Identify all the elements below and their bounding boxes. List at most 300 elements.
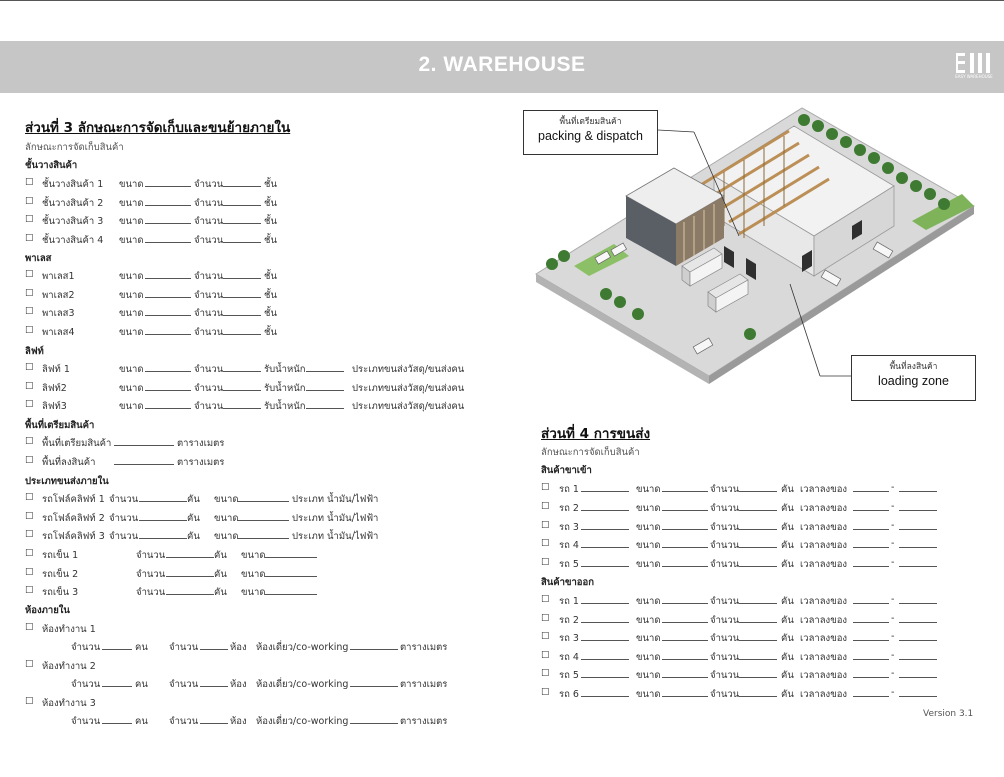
room-type-label: ห้องเดี่ยว/co-working [256,679,349,690]
qty-label: จำนวน [710,614,740,626]
qty-label: จำนวน [194,382,224,394]
blank-line[interactable] [662,668,708,678]
blank-line[interactable] [139,529,187,539]
time-label: เวลาลงของ [800,614,848,626]
blank-line[interactable] [237,529,289,539]
unit-label: ชั้น [264,289,277,301]
size-label: ขนาด [119,216,144,227]
time-label: เวลาลงของ [800,651,848,663]
checkbox-icon[interactable]: ☐ [25,454,34,466]
type-label: ประเภท น้ำมัน/ไฟฟ้า [292,494,379,505]
dash-label: - [891,668,895,679]
area-unit-label: ตารางเมตร [177,438,225,449]
qty-label: จำนวน [194,179,224,190]
blank-line[interactable] [662,501,708,511]
checkbox-icon[interactable]: ☐ [25,362,34,373]
blank-line[interactable] [662,613,708,623]
blank-line[interactable] [739,538,777,548]
blank-line[interactable] [853,501,889,511]
blank-line[interactable] [145,214,191,224]
checkbox-icon[interactable]: ☐ [25,436,34,447]
qty-label: จำนวน [194,308,224,319]
blank-line[interactable] [223,362,261,372]
top-rule [0,0,1004,1]
checkbox-icon[interactable]: ☐ [25,380,34,392]
section4-title: ส่วนที่ 4 การขนส่ง [541,426,651,442]
qty-label: จำนวน [710,633,740,644]
unit-label: คัน [781,484,794,495]
area-unit-label: ตารางเมตร [177,456,225,468]
unit-label: ชั้น [264,308,277,319]
blank-line[interactable] [145,233,191,243]
dash-label: - [891,519,895,531]
logo-mark-icon [956,53,992,73]
header-banner [0,41,1004,93]
blank-line[interactable] [853,668,889,678]
lift-label: ลิฟท์2 [42,382,67,394]
blank-line[interactable] [899,594,937,604]
checkbox-icon[interactable]: ☐ [25,529,34,540]
unit-label: คัน [781,521,794,533]
blank-line[interactable] [200,677,228,687]
unit-label: คัน [781,559,794,571]
cart-label: รถเข็น 2 [42,568,79,580]
blank-line[interactable] [739,557,777,567]
checkbox-icon[interactable]: ☐ [541,668,550,679]
dash-label: - [891,631,895,642]
qty-label: จำนวน [194,364,224,375]
dash-label: - [891,649,895,661]
blank-line[interactable] [223,399,261,409]
unit-label: ชั้น [264,179,277,190]
vehicle-label: รถ 4 [559,540,579,552]
qty-label: จำนวน [169,716,199,727]
size-label: ขนาด [214,494,239,505]
dash-label: - [891,686,895,698]
blank-line[interactable] [899,557,937,567]
blank-line[interactable] [662,650,708,660]
lifts-heading: ลิฟท์ [25,346,44,357]
brand-logo [954,53,994,81]
blank-line[interactable] [265,548,317,558]
qty-label: จำนวน [710,559,740,571]
loading-callout-english: loading zone [878,374,949,388]
blank-line[interactable] [662,594,708,604]
checkbox-icon[interactable]: ☐ [25,622,34,633]
blank-line[interactable] [581,482,629,492]
qty-label: จำนวน [710,502,740,514]
loading-callout [851,355,976,401]
blank-line[interactable] [899,631,937,641]
qty-label: จำนวน [194,326,224,338]
blank-line[interactable] [581,613,629,623]
blank-line[interactable] [114,436,174,446]
blank-line[interactable] [899,482,937,492]
qty-label: จำนวน [109,512,139,524]
blank-line[interactable] [166,548,214,558]
checkbox-icon[interactable]: ☐ [25,195,34,207]
blank-line[interactable] [223,381,261,391]
blank-line[interactable] [223,233,261,243]
blank-line[interactable] [739,501,777,511]
checkbox-icon[interactable]: ☐ [541,594,550,605]
blank-line[interactable] [350,640,398,650]
room-unit-label: ห้อง [230,716,247,727]
blank-line[interactable] [223,306,261,316]
blank-line[interactable] [581,520,629,530]
blank-line[interactable] [581,631,629,641]
qty-label: จำนวน [194,197,224,209]
size-label: ขนาด [636,559,661,571]
qty-label: จำนวน [136,587,166,598]
person-unit-label: คน [135,716,148,727]
unit-label: คัน [781,614,794,626]
unit-label: คัน [214,568,227,580]
size-label: ขนาด [636,688,661,700]
forklift-label: รถโฟล์คลิฟท์ 3 [42,531,105,542]
blank-line[interactable] [145,381,191,391]
area-unit-label: ตารางเมตร [400,716,448,727]
area-unit-label: ตารางเมตร [400,642,448,653]
load-label: รับน้ำหนัก [264,382,306,394]
size-label: ขนาด [119,382,144,394]
shelves-heading: ชั้นวางสินค้า [25,160,78,171]
time-label: เวลาลงของ [800,559,848,571]
type-label: ประเภทขนส่งวัสดุ/ขนส่งคน [352,364,465,375]
blank-line[interactable] [350,714,398,724]
checkbox-icon[interactable]: ☐ [541,557,550,569]
blank-line[interactable] [739,482,777,492]
blank-line[interactable] [581,594,629,604]
blank-line[interactable] [662,687,708,697]
blank-line[interactable] [853,613,889,623]
size-label: ขนาด [119,289,144,301]
blank-line[interactable] [223,269,261,279]
blank-line[interactable] [739,687,777,697]
size-label: ขนาด [119,234,144,246]
checkbox-icon[interactable]: ☐ [25,696,34,707]
checkbox-icon[interactable]: ☐ [541,538,550,550]
blank-line[interactable] [662,538,708,548]
blank-line[interactable] [350,677,398,687]
checkbox-icon[interactable]: ☐ [541,519,550,531]
dash-label: - [891,612,895,624]
blank-line[interactable] [739,668,777,678]
blank-line[interactable] [899,668,937,678]
checkbox-icon[interactable]: ☐ [541,686,550,698]
unit-label: ชั้น [264,234,277,246]
qty-label: จำนวน [710,670,740,681]
type-label: ประเภท น้ำมัน/ไฟฟ้า [292,531,379,542]
qty-label: จำนวน [710,521,740,533]
checkbox-icon[interactable]: ☐ [25,659,34,670]
prep-area-label: พื้นที่เตรียมสินค้า [42,438,112,449]
section4-subtitle: ลักษณะการจัดเก็บสินค้า [541,447,640,458]
blank-line[interactable] [223,288,261,298]
rooms-heading: ห้องภายใน [25,605,70,616]
blank-line[interactable] [899,501,937,511]
checkbox-icon[interactable]: ☐ [25,566,34,578]
room-label: ห้องทำงาน 1 [42,624,96,635]
dash-label: - [891,538,895,550]
blank-line[interactable] [739,650,777,660]
vehicle-label: รถ 1 [559,484,579,495]
size-label: ขนาด [636,596,661,607]
qty-label: จำนวน [710,688,740,700]
checkbox-icon[interactable]: ☐ [25,510,34,522]
size-label: ขนาด [636,670,661,681]
forklift-label: รถโฟล์คลิฟท์ 1 [42,494,105,505]
checkbox-icon[interactable]: ☐ [25,492,34,503]
vehicle-label: รถ 3 [559,521,579,533]
qty-label: จำนวน [710,596,740,607]
unit-label: ชั้น [264,326,277,338]
pallets-heading: พาเลส [25,253,52,264]
unit-label: ชั้น [264,197,277,209]
size-label: ขนาด [241,550,266,561]
blank-line[interactable] [581,538,629,548]
blank-line[interactable] [899,613,937,623]
room-label: ห้องทำงาน 3 [42,698,96,709]
blank-line[interactable] [223,325,261,335]
blank-line[interactable] [739,631,777,641]
shelf-label: ชั้นวางสินค้า 1 [42,179,104,190]
unit-label: คัน [187,531,200,542]
blank-line[interactable] [139,511,187,521]
blank-line[interactable] [114,455,174,465]
blank-line[interactable] [899,687,937,697]
checkbox-icon[interactable]: ☐ [541,482,550,493]
blank-line[interactable] [662,482,708,492]
internal-transport-heading: ประเภทขนส่งภายใน [25,476,109,487]
shelf-label: ชั้นวางสินค้า 4 [42,234,104,246]
blank-line[interactable] [237,492,289,502]
blank-line[interactable] [853,520,889,530]
blank-line[interactable] [581,557,629,567]
dash-label: - [891,500,895,512]
shelf-label: ชั้นวางสินค้า 2 [42,197,104,209]
blank-line[interactable] [200,714,228,724]
vehicle-label: รถ 5 [559,670,579,681]
time-label: เวลาลงของ [800,688,848,700]
unit-label: คัน [781,688,794,700]
checkbox-icon[interactable]: ☐ [25,177,34,188]
time-label: เวลาลงของ [800,596,848,607]
blank-line[interactable] [662,520,708,530]
unit-label: คัน [781,651,794,663]
blank-line[interactable] [739,594,777,604]
qty-label: จำนวน [71,679,101,690]
qty-label: จำนวน [169,679,199,690]
blank-line[interactable] [581,687,629,697]
packing-callout [523,110,658,155]
type-label: ประเภทขนส่งวัสดุ/ขนส่งคน [352,401,465,412]
person-unit-label: คน [135,642,148,653]
blank-line[interactable] [223,214,261,224]
size-label: ขนาด [214,531,239,542]
type-label: ประเภทขนส่งวัสดุ/ขนส่งคน [352,382,465,394]
time-label: เวลาลงของ [800,633,848,644]
checkbox-icon[interactable]: ☐ [25,585,34,596]
load-label: รับน้ำหนัก [264,401,306,412]
unit-label: คัน [187,494,200,505]
prep-area-label: พื้นที่ลงสินค้า [42,456,96,468]
blank-line[interactable] [145,196,191,206]
time-label: เวลาลงของ [800,521,848,533]
checkbox-icon[interactable]: ☐ [25,269,34,280]
page-title: 2. WAREHOUSE [418,53,586,76]
qty-label: จำนวน [710,484,740,495]
logo-text: EASY WAREHOUSE [955,74,993,79]
blank-line[interactable] [145,269,191,279]
packing-callout-english: packing & dispatch [538,129,643,143]
checkbox-icon[interactable]: ☐ [541,612,550,624]
load-label: รับน้ำหนัก [264,364,306,375]
qty-label: จำนวน [169,642,199,653]
blank-line[interactable] [306,399,344,409]
room-type-label: ห้องเดี่ยว/co-working [256,642,349,653]
checkbox-icon[interactable]: ☐ [25,287,34,299]
blank-line[interactable] [853,482,889,492]
blank-line[interactable] [237,511,289,521]
blank-line[interactable] [102,677,132,687]
blank-line[interactable] [581,650,629,660]
loading-callout-thai: พื้นที่ลงสินค้า [889,362,938,372]
unit-label: คัน [187,512,200,524]
forklift-label: รถโฟล์คลิฟท์ 2 [42,512,105,524]
blank-line[interactable] [223,177,261,187]
blank-line[interactable] [306,362,344,372]
unit-label: ชั้น [264,216,277,227]
checkbox-icon[interactable]: ☐ [541,500,550,512]
blank-line[interactable] [139,492,187,502]
unit-label: คัน [781,596,794,607]
blank-line[interactable] [853,687,889,697]
inbound-heading: สินค้าขาเข้า [541,465,592,476]
blank-line[interactable] [102,640,132,650]
blank-line[interactable] [145,288,191,298]
cart-label: รถเข็น 1 [42,550,79,561]
area-unit-label: ตารางเมตร [400,679,448,690]
size-label: ขนาด [119,308,144,319]
blank-line[interactable] [200,640,228,650]
blank-line[interactable] [662,631,708,641]
size-label: ขนาด [241,587,266,598]
blank-line[interactable] [581,501,629,511]
blank-line[interactable] [899,520,937,530]
blank-line[interactable] [853,538,889,548]
qty-label: จำนวน [194,271,224,282]
blank-line[interactable] [145,325,191,335]
checkbox-icon[interactable]: ☐ [25,306,34,317]
blank-line[interactable] [223,196,261,206]
prep-area-heading: พื้นที่เตรียมสินค้า [25,420,95,431]
vehicle-label: รถ 4 [559,651,579,663]
section3-subtitle: ลักษณะการจัดเก็บสินค้า [25,142,124,153]
qty-label: จำนวน [109,494,139,505]
dash-label: - [891,482,895,493]
version-label: Version 3.1 [923,709,974,719]
blank-line[interactable] [899,650,937,660]
time-label: เวลาลงของ [800,670,848,681]
shelf-label: ชั้นวางสินค้า 3 [42,216,104,227]
blank-line[interactable] [739,520,777,530]
pallet-label: พาเลส1 [42,271,75,282]
lift-label: ลิฟท์3 [42,401,67,412]
blank-line[interactable] [853,631,889,641]
vehicle-label: รถ 3 [559,633,579,644]
time-label: เวลาลงของ [800,540,848,552]
room-type-label: ห้องเดี่ยว/co-working [256,716,349,727]
type-label: ประเภท น้ำมัน/ไฟฟ้า [292,512,379,524]
time-label: เวลาลงของ [800,502,848,514]
qty-label: จำนวน [71,642,101,653]
blank-line[interactable] [102,714,132,724]
unit-label: คัน [781,502,794,514]
checkbox-icon[interactable]: ☐ [25,214,34,225]
size-label: ขนาด [636,540,661,552]
blank-line[interactable] [581,668,629,678]
checkbox-icon[interactable]: ☐ [541,631,550,642]
blank-line[interactable] [166,567,214,577]
checkbox-icon[interactable]: ☐ [25,548,34,559]
blank-line[interactable] [265,585,317,595]
size-label: ขนาด [636,614,661,626]
dash-label: - [891,557,895,569]
blank-line[interactable] [145,177,191,187]
dash-label: - [891,594,895,605]
vehicle-label: รถ 2 [559,614,579,626]
qty-label: จำนวน [71,716,101,727]
pallet-label: พาเลส4 [42,326,75,338]
blank-line[interactable] [739,613,777,623]
qty-label: จำนวน [136,568,166,580]
checkbox-icon[interactable]: ☐ [25,399,34,410]
section3-title: ส่วนที่ 3 ลักษณะการจัดเก็บและขนย้ายภายใน [25,120,291,136]
blank-line[interactable] [662,557,708,567]
unit-label: คัน [781,633,794,644]
size-label: ขนาด [636,502,661,514]
blank-line[interactable] [853,557,889,567]
outbound-heading: สินค้าขาออก [541,577,594,588]
vehicle-label: รถ 5 [559,559,579,571]
blank-line[interactable] [145,306,191,316]
qty-label: จำนวน [710,651,740,663]
blank-line[interactable] [899,538,937,548]
checkbox-icon[interactable]: ☐ [25,324,34,336]
checkbox-icon[interactable]: ☐ [541,649,550,661]
blank-line[interactable] [306,381,344,391]
size-label: ขนาด [119,326,144,338]
qty-label: จำนวน [194,289,224,301]
size-label: ขนาด [119,401,144,412]
blank-line[interactable] [145,399,191,409]
size-label: ขนาด [119,364,144,375]
blank-line[interactable] [853,650,889,660]
vehicle-label: รถ 1 [559,596,579,607]
blank-line[interactable] [166,585,214,595]
checkbox-icon[interactable]: ☐ [25,232,34,244]
qty-label: จำนวน [194,216,224,227]
size-label: ขนาด [636,633,661,644]
unit-label: ชั้น [264,271,277,282]
size-label: ขนาด [636,651,661,663]
blank-line[interactable] [853,594,889,604]
blank-line[interactable] [265,567,317,577]
unit-label: คัน [781,540,794,552]
size-label: ขนาด [214,512,239,524]
blank-line[interactable] [145,362,191,372]
